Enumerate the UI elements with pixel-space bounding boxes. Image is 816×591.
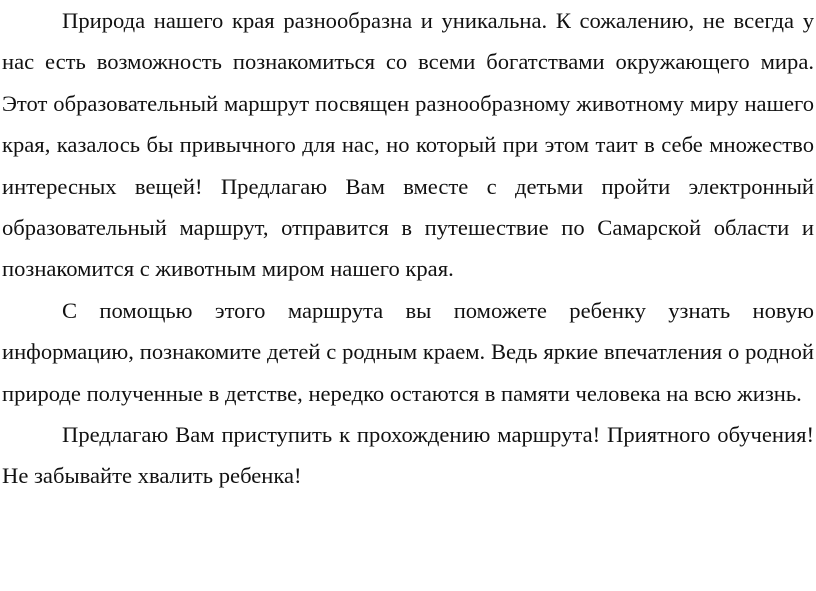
- paragraph-intro: Природа нашего края разнообразна и уникальна. К сожалению, не всегда у нас есть возможность познакомиться со всеми богатствами окружающего мира. Этот образовательный маршрут посвящен разнообразному животному миру нашего края, казалось бы привычного для нас, но который при этом таит в себе множество интересных вещей! Предлагаю Вам вместе с детьми пройти электронный образовательный маршрут, отправится в путешествие по Самарской области и познакомится с животным миром нашего края.: [2, 8, 814, 282]
- paragraph-closing: Предлагаю Вам приступить к прохождению маршрута! Приятного обучения! Не забывайте хвалить ребенка!: [2, 422, 814, 489]
- paragraph-benefits: С помощью этого маршрута вы поможете ребенку узнать новую информацию, познакомите детей с родным краем. Ведь яркие впечатления о родной природе полученные в детстве, нередко остаются в памяти человека на всю жизнь.: [2, 297, 814, 406]
